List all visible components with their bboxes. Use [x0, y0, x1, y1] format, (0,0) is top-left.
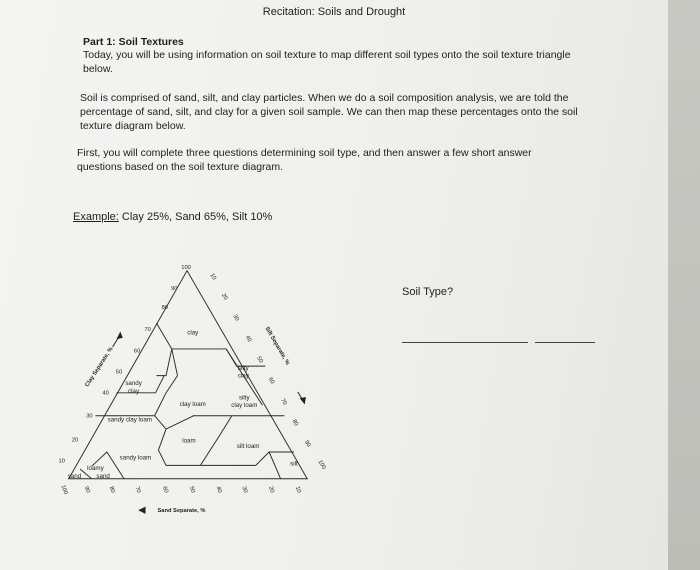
sand-tick: 80 [107, 485, 116, 494]
page-header: Recitation: Soils and Drought [262, 6, 406, 18]
example-label: Example: [73, 211, 119, 223]
clay-tick: 90 [171, 285, 178, 292]
silt-tick: 80 [290, 418, 299, 428]
clay-tick: 10 [58, 458, 65, 465]
sand-tick: 90 [82, 485, 91, 494]
loam-right [200, 416, 231, 466]
sand-tick: 70 [133, 485, 142, 494]
region-sandy-clay-2: clay [128, 387, 140, 395]
sand-axis-label: Sand Separate, % [157, 508, 206, 515]
sand-tick: 10 [293, 485, 302, 494]
loam-left [158, 429, 166, 450]
region-sand: sand [67, 472, 82, 480]
silt-boundary [229, 452, 294, 465]
sandy-clay-loam-edge [155, 393, 194, 429]
clay-tick: 80 [161, 304, 168, 311]
clay-tick: 30 [86, 413, 93, 420]
intro-paragraph: Today, you will be using information on soil texture to map different soil types onto the soil texture triangle below. [83, 49, 571, 75]
silt-tick: 100 [316, 459, 327, 471]
clay-loam-left [166, 376, 177, 393]
loam-bottom [158, 450, 200, 465]
sand-tick: 60 [161, 485, 169, 494]
region-silty-clay-2: clay [237, 372, 249, 380]
region-loamy-sand-1: loamy [87, 465, 104, 473]
instructions-paragraph: First, you will complete three questions determining soil type, and then answer a few short answer questions based on the soil texture diagram. [77, 147, 532, 173]
region-loamy-sand-2: sand [96, 472, 110, 480]
region-sandy-clay-loam: sandy clay loam [107, 416, 152, 424]
clay-tick: 50 [115, 369, 123, 376]
sand-tick: 20 [267, 485, 275, 494]
region-clay: clay [187, 329, 199, 337]
triangle-outline [69, 271, 308, 479]
silt-tick: 60 [266, 376, 276, 386]
section-title: Part 1: Soil Textures [83, 36, 184, 48]
region-sandy-loam: sandy loam [119, 454, 152, 462]
silt-tick: 30 [231, 313, 240, 323]
region-silty-clay-1: silty [238, 364, 249, 372]
sand-tick: 30 [240, 485, 249, 494]
region-silty-clay-loam-2: clay loam [231, 402, 258, 410]
sandy-clay-boundary [157, 349, 178, 376]
clay-tick: 70 [144, 326, 151, 333]
silt-tick: 40 [243, 334, 253, 344]
composition-paragraph: Soil is comprised of sand, silt, and clay particles. When we do a soil composition analysis, we are told the percentage of sand, silt, and clay for a given soil sample. We can then map these percentages onto the soil texture diagram below. [80, 92, 578, 132]
clay-tick: 20 [71, 437, 79, 444]
silt-tick: 90 [302, 439, 312, 449]
silt-axis-label: Silt Separate, % [263, 325, 291, 367]
background-edge [668, 0, 700, 570]
clay-axis-label: Clay Separate, % [84, 346, 115, 389]
silt-tick: 70 [279, 397, 288, 407]
silt-tick: 50 [255, 355, 264, 365]
clay-tick: 100 [181, 264, 191, 271]
sand-tick: 40 [214, 485, 223, 494]
region-clay-loam: clay loam [179, 401, 206, 409]
region-silt: silt [290, 460, 298, 468]
silt-tick: 10 [208, 272, 217, 282]
sand-axis-arrow-head [139, 507, 145, 513]
region-silty-clay-loam-1: silty [238, 394, 250, 402]
region-loam: loam [182, 437, 196, 445]
sand-tick: 100 [59, 484, 69, 496]
clay-axis-arrow-head [117, 333, 122, 339]
example-text: Clay 25%, Sand 65%, Silt 10% [118, 211, 273, 223]
clay-tick: 40 [102, 390, 109, 397]
silt-axis-arrow-head [301, 398, 306, 404]
silt-left [269, 452, 280, 479]
clay-tick: 60 [133, 348, 141, 355]
soil-type-label: Soil Type? [402, 286, 454, 298]
silt-tick: 20 [219, 292, 229, 302]
region-silt-loam: silt loam [236, 443, 260, 451]
region-sandy-clay-1: sandy [125, 380, 142, 388]
sand-tick: 50 [187, 485, 196, 494]
